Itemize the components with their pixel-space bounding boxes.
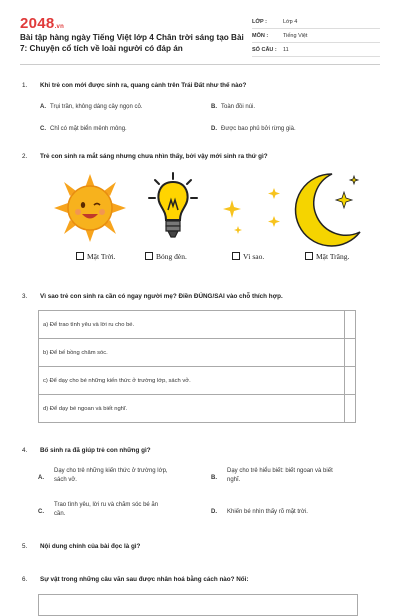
- q2-choice-sun[interactable]: [76, 252, 116, 261]
- option-text: Trụi trần, không dáng cây ngọn cỏ.: [50, 104, 143, 110]
- question-text: Nội dung chính của bài đọc là gì?: [40, 543, 141, 550]
- meta-subject-row: [252, 29, 380, 43]
- meta-label: SỐ CÂU :: [252, 46, 277, 53]
- q4-option-c[interactable]: [38, 501, 158, 519]
- option-line: Dạy cho trẻ những kiến thức ở trường lớp,: [54, 468, 168, 474]
- question-number: 6.: [22, 576, 28, 583]
- table-row: [39, 339, 356, 367]
- option-line: cần.: [54, 511, 66, 517]
- statement-cell: b) Để bế bồng chăm sóc.: [39, 339, 345, 367]
- sun-icon: [52, 172, 128, 244]
- stars-icon: [222, 180, 284, 240]
- question-number: 4.: [22, 447, 28, 454]
- option-text: Được bao phủ bởi rừng già.: [221, 126, 296, 132]
- answer-cell[interactable]: [345, 311, 356, 339]
- q1-option-a[interactable]: [40, 103, 143, 112]
- answer-cell[interactable]: [345, 367, 356, 395]
- checkbox-icon[interactable]: [76, 252, 84, 260]
- q4-option-a[interactable]: [38, 467, 168, 485]
- logo-text: 2048: [20, 15, 55, 32]
- light-bulb-icon: [147, 170, 199, 248]
- answer-cell[interactable]: [345, 395, 356, 423]
- choice-label: Mặt Trời.: [87, 252, 116, 261]
- q2-choice-moon[interactable]: [305, 252, 349, 261]
- q2-choice-bulb[interactable]: [145, 252, 187, 261]
- q1-option-d[interactable]: [211, 125, 296, 134]
- question-3: [22, 293, 283, 300]
- option-line: Trao tình yêu, lời ru và chăm sóc bé ăn: [54, 502, 159, 508]
- checkbox-icon[interactable]: [305, 252, 313, 260]
- option-text: Khiến bé nhìn thấy rõ mặt trời.: [227, 509, 308, 515]
- option-line: sách vở.: [54, 477, 77, 483]
- question-number: 3.: [22, 293, 28, 300]
- checkbox-icon[interactable]: [232, 252, 240, 260]
- header-divider: [20, 64, 380, 65]
- meta-value: 11: [283, 46, 289, 53]
- option-line: nghĩ.: [227, 477, 241, 483]
- worksheet-title: Bài tập hàng ngày Tiếng Việt lớp 4 Chân trời sáng tạo Bài 7: Chuyện cổ tích về loài người có đáp án: [20, 33, 244, 53]
- question-text: Trẻ con sinh ra mắt sáng nhưng chưa nhìn thấy, bởi vậy mới sinh ra thứ gì?: [40, 153, 268, 160]
- meta-class-row: [252, 15, 380, 29]
- option-letter: A.: [40, 104, 46, 110]
- table-row: [39, 395, 356, 423]
- question-2: [22, 153, 268, 160]
- question-number: 5.: [22, 543, 28, 550]
- question-6: [22, 576, 248, 583]
- option-text: [54, 501, 158, 519]
- meta-panel: [252, 15, 380, 57]
- question-text: Sự vật trong những câu văn sau được nhân hoá bằng cách nào? Nối:: [40, 576, 249, 583]
- choice-label: Vì sao.: [243, 252, 265, 261]
- site-logo[interactable]: [20, 15, 64, 32]
- option-letter: B.: [211, 475, 217, 481]
- option-letter: C.: [40, 126, 46, 132]
- meta-count-row: [252, 43, 380, 57]
- q4-option-b[interactable]: [211, 467, 333, 485]
- statement-cell: d) Để dạy bé ngoan và biết nghĩ.: [39, 395, 345, 423]
- checkbox-icon[interactable]: [145, 252, 153, 260]
- q2-choice-stars[interactable]: [232, 252, 264, 261]
- option-text: Chỉ có mặt biển mênh mông.: [50, 126, 127, 132]
- option-line: Dạy cho trẻ hiểu biết: biết ngoan và biết: [227, 468, 333, 474]
- question-text: Khi trẻ con mới được sinh ra, quang cảnh trên Trái Đất như thế nào?: [40, 82, 247, 89]
- statement-cell: a) Để trao tình yêu và lời ru cho bé.: [39, 311, 345, 339]
- option-text: [54, 467, 168, 485]
- true-false-table: [38, 310, 356, 423]
- question-1: [22, 82, 246, 89]
- question-text: Vì sao trẻ con sinh ra cần có ngay người mẹ? Điền ĐÚNG/SAI vào chỗ thích hợp.: [40, 293, 283, 300]
- q4-option-d[interactable]: [211, 508, 308, 517]
- question-5: [22, 543, 140, 550]
- option-letter: B.: [211, 104, 217, 110]
- meta-label: MÔN :: [252, 32, 269, 39]
- matching-table: [38, 594, 358, 616]
- moon-icon: [294, 170, 362, 248]
- option-letter: D.: [211, 126, 217, 132]
- question-number: 1.: [22, 82, 28, 89]
- choice-label: Bóng đèn.: [156, 252, 187, 261]
- meta-value: Lớp 4: [283, 18, 298, 25]
- option-letter: C.: [38, 509, 44, 515]
- answer-cell[interactable]: [345, 339, 356, 367]
- choice-label: Mặt Trăng.: [316, 252, 350, 261]
- question-number: 2.: [22, 153, 28, 160]
- option-letter: A.: [38, 475, 44, 481]
- logo-suffix: .vn: [54, 24, 65, 30]
- meta-label: LỚP :: [252, 18, 267, 25]
- question-4: [22, 447, 151, 454]
- option-text: [227, 467, 333, 485]
- statement-cell: c) Để dạy cho bé những kiến thức ở trường lớp, sách vở.: [39, 367, 345, 395]
- question-text: Bố sinh ra đã giúp trẻ con những gì?: [40, 447, 151, 454]
- q1-option-b[interactable]: [211, 103, 255, 112]
- option-letter: D.: [211, 509, 217, 515]
- q1-option-c[interactable]: [40, 125, 127, 134]
- table-row: [39, 367, 356, 395]
- option-text: Toàn đồi núi.: [221, 104, 256, 110]
- table-row: [39, 311, 356, 339]
- meta-value: Tiếng Việt: [283, 32, 308, 39]
